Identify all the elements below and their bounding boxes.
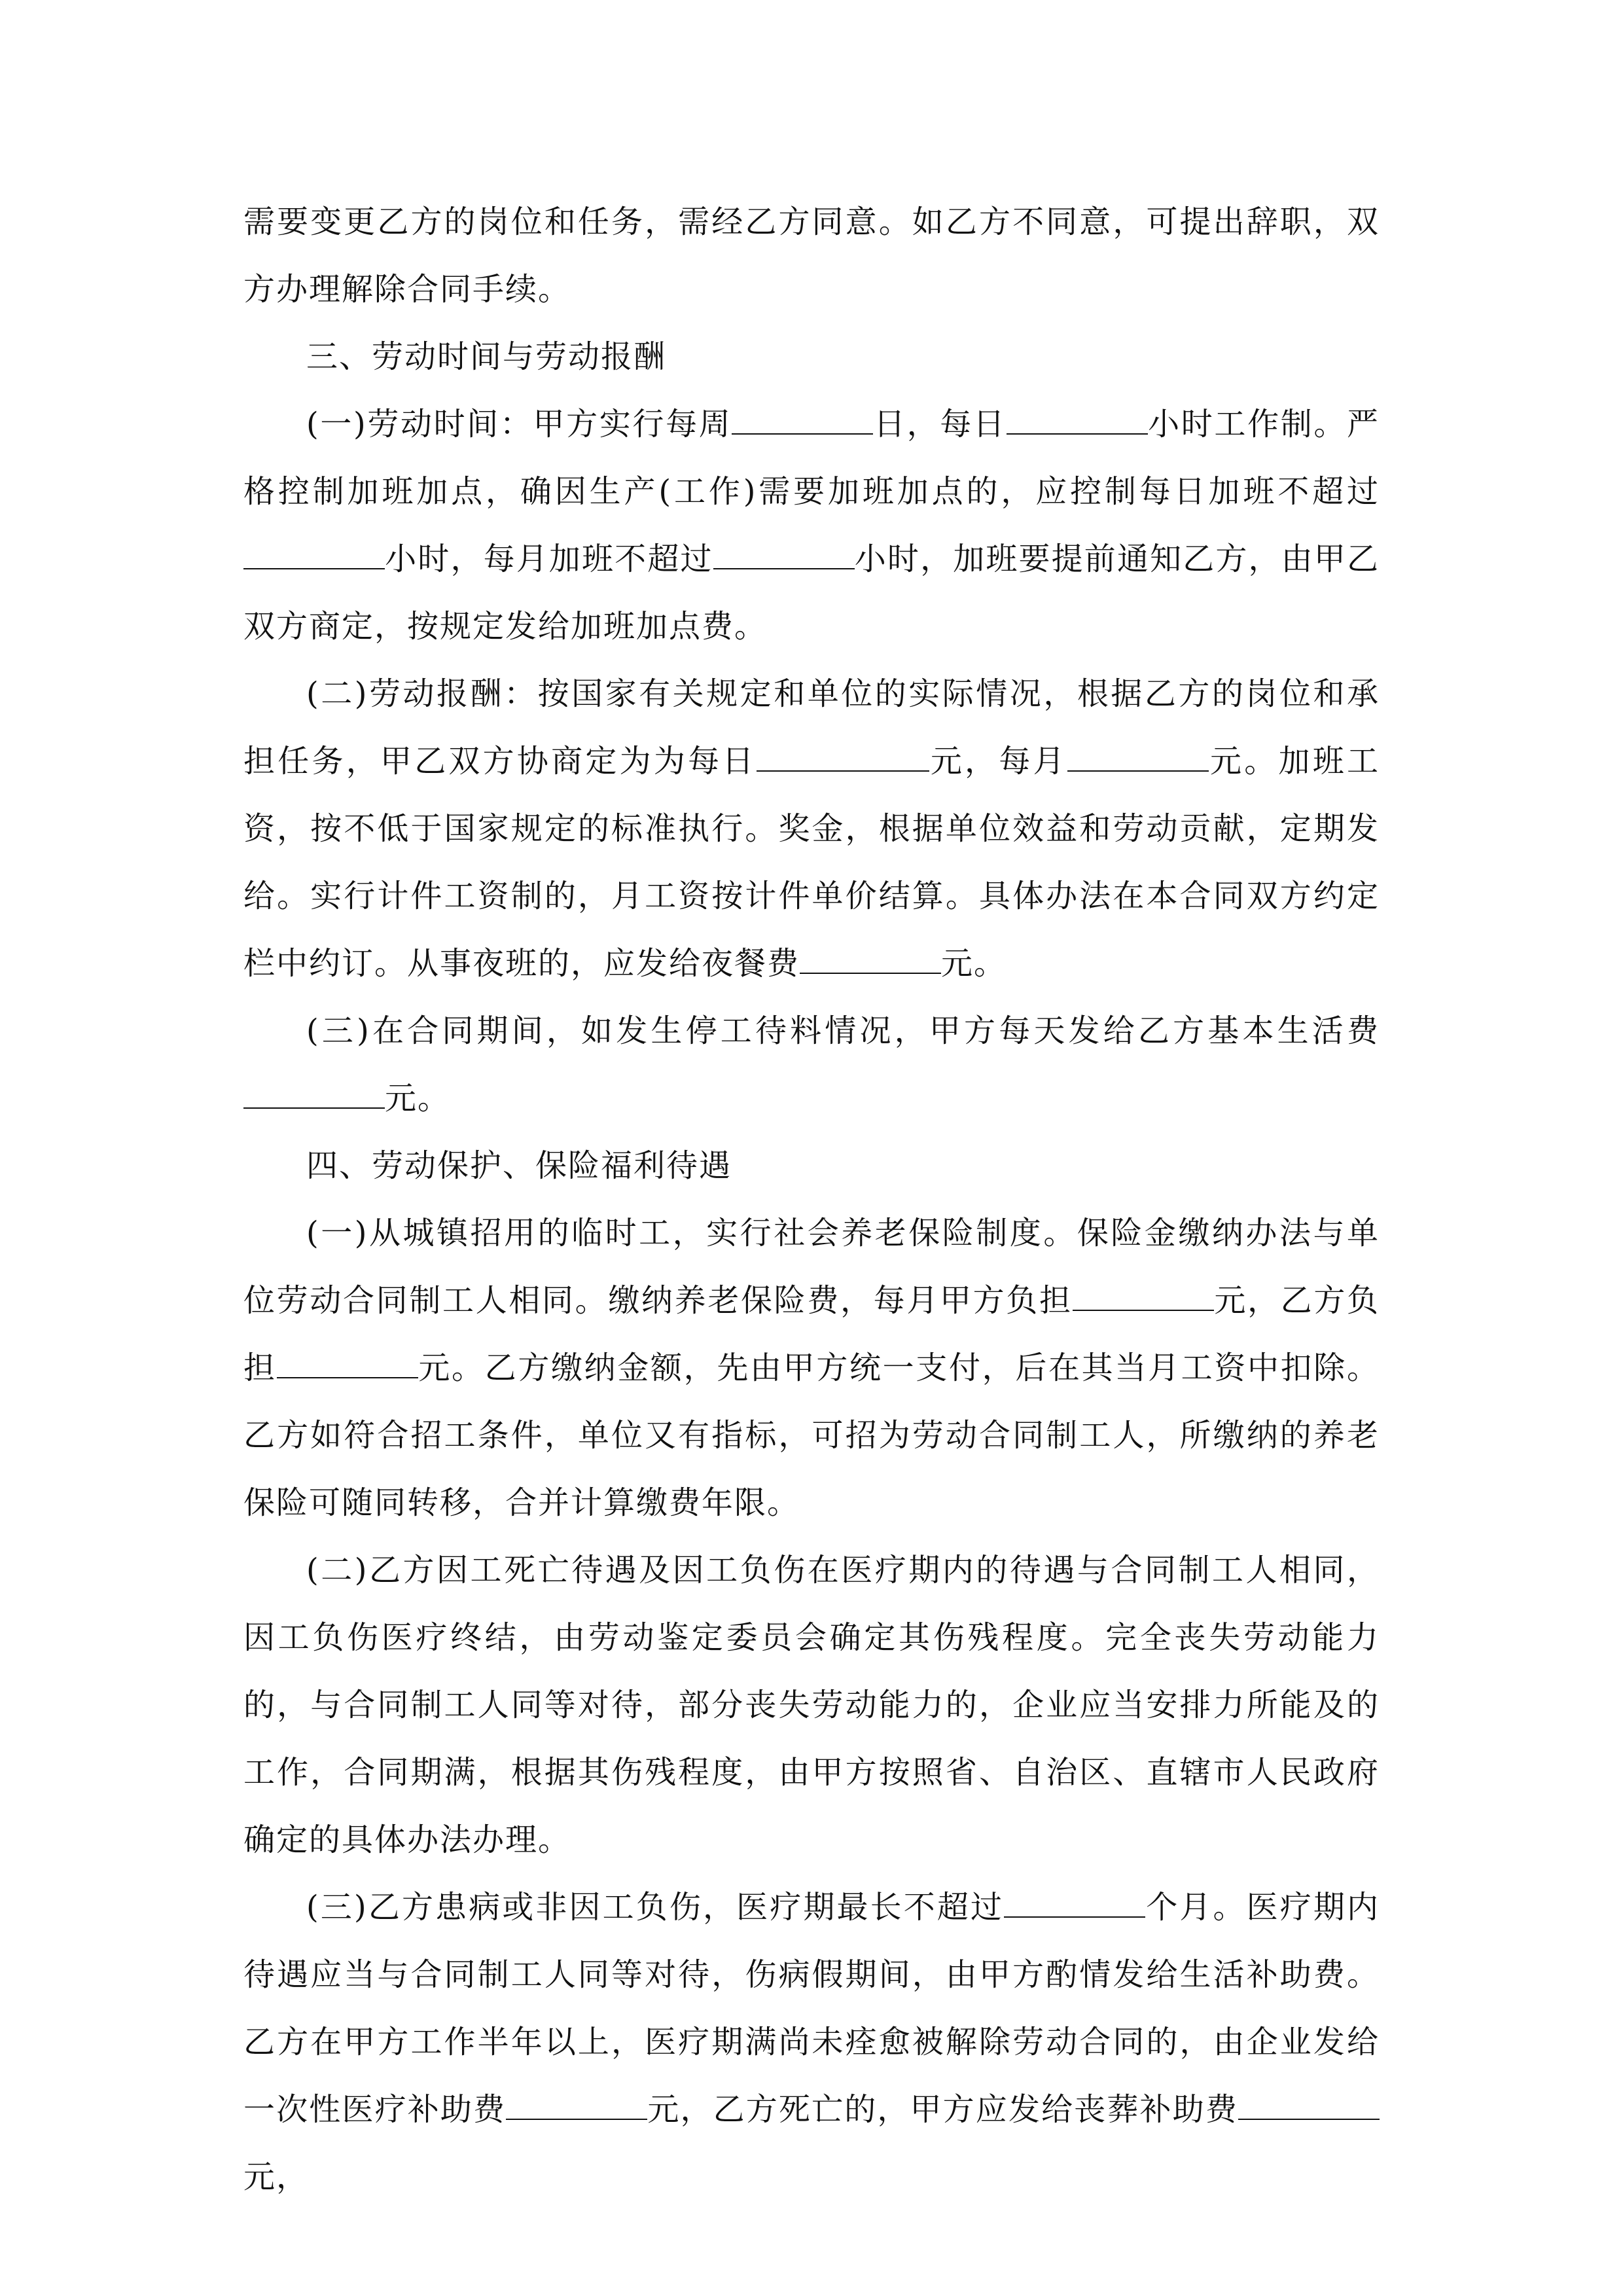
- fill-in-blank: [243, 1081, 385, 1109]
- paragraph-text: 元，乙方死亡的，甲方应发给丧葬补助费: [647, 2091, 1238, 2128]
- fill-in-blank: [713, 542, 855, 569]
- paragraph-text: (三)在合同期间，如发生停工待料情况，甲方每天发给乙方基本生活费: [306, 1013, 1380, 1049]
- paragraph-text: 元。加班工资，按不低于国家规定的标准执行。奖金，根据单位效益和劳动贡献，定期发给。实行计件工资制的，月工资按计件单价结算。具体办法在本合同双方约定栏中约订。从事夜班的，应发给夜餐费: [243, 743, 1380, 982]
- paragraph-text: 元。: [385, 1080, 451, 1117]
- paragraph-text: (一)从城镇招用的临时工，实行社会养老保险制度。保险金缴纳办法与单位劳动合同制工人相同。缴纳养老保险费，每月甲方负担: [243, 1215, 1380, 1319]
- fill-in-blank: [757, 744, 929, 772]
- paragraph-text: (一)劳动时间：甲方实行每周: [306, 406, 732, 442]
- fill-in-blank: [243, 542, 385, 569]
- paragraph-text: (二)劳动报酬：按国家有关规定和单位的实际情况，根据乙方的岗位和承担任务，甲乙双方协商定为为每日: [243, 675, 1380, 780]
- paragraph-text: 小时工作制。严格控制加班加点，确因生产(工作)需要加班加点的，应控制每日加班不超过: [243, 406, 1380, 510]
- paragraph: [243, 188, 1380, 323]
- fill-in-blank: [1238, 2092, 1380, 2120]
- fill-in-blank: [277, 1351, 418, 1378]
- paragraph: [243, 660, 1380, 997]
- fill-in-blank: [800, 946, 941, 974]
- fill-in-blank: [1007, 407, 1148, 435]
- paragraph-text: (三)乙方患病或非因工负伤，医疗期最长不超过: [306, 1889, 1005, 1926]
- paragraph: [243, 997, 1380, 1132]
- paragraph: [243, 1537, 1380, 1874]
- fill-in-blank: [506, 2092, 647, 2120]
- paragraph: [243, 1132, 1380, 1200]
- paragraph-text: 三、劳动时间与劳动报酬: [306, 338, 667, 375]
- fill-in-blank: [1073, 1283, 1214, 1311]
- paragraph-text: 四、劳动保护、保险福利待遇: [306, 1147, 732, 1184]
- paragraph: [243, 1200, 1380, 1537]
- contract-body: [243, 188, 1380, 2211]
- fill-in-blank: [1067, 744, 1209, 772]
- fill-in-blank: [732, 407, 873, 435]
- paragraph: [243, 1874, 1380, 2211]
- paragraph-text: 需要变更乙方的岗位和任务，需经乙方同意。如乙方不同意，可提出辞职，双方办理解除合同手续。: [243, 204, 1380, 308]
- paragraph-text: 元。乙方缴纳金额，先由甲方统一支付，后在其当月工资中扣除。乙方如符合招工条件，单位又有指标，可招为劳动合同制工人，所缴纳的养老保险可随同转移，合并计算缴费年限。: [243, 1350, 1380, 1521]
- paragraph-text: (二)乙方因工死亡待遇及因工负伤在医疗期内的待遇与合同制工人相同，因工负伤医疗终结，由劳动鉴定委员会确定其伤残程度。完全丧失劳动能力的，与合同制工人同等对待，部分丧失劳动能力的，企业应当安排力所能及的工作，合同期满，根据其伤残程度，由甲方按照省、自治区、直辖市人民政府确定的具体办法办理。: [243, 1552, 1380, 1858]
- paragraph-text: 个月。医疗期内待遇应当与合同制工人同等对待，伤病假期间，由甲方酌情发给生活补助费。乙方在甲方工作半年以上，医疗期满尚未痊愈被解除劳动合同的，由企业发给一次性医疗补助费: [243, 1889, 1380, 2128]
- paragraph-text: 元，每月: [929, 743, 1067, 780]
- paragraph: [243, 323, 1380, 391]
- paragraph-text: 元，乙方负担: [243, 1282, 1380, 1386]
- paragraph-text: 日，每日: [873, 406, 1007, 442]
- paragraph-text: 元。: [941, 945, 1007, 982]
- fill-in-blank: [1004, 1890, 1145, 1918]
- paragraph-text: 元，: [243, 2159, 310, 2195]
- paragraph-text: 小时，每月加班不超过: [385, 541, 713, 577]
- paragraph: [243, 391, 1380, 660]
- paragraph-text: 小时，加班要提前通知乙方，由甲乙双方商定，按规定发给加班加点费。: [243, 541, 1380, 645]
